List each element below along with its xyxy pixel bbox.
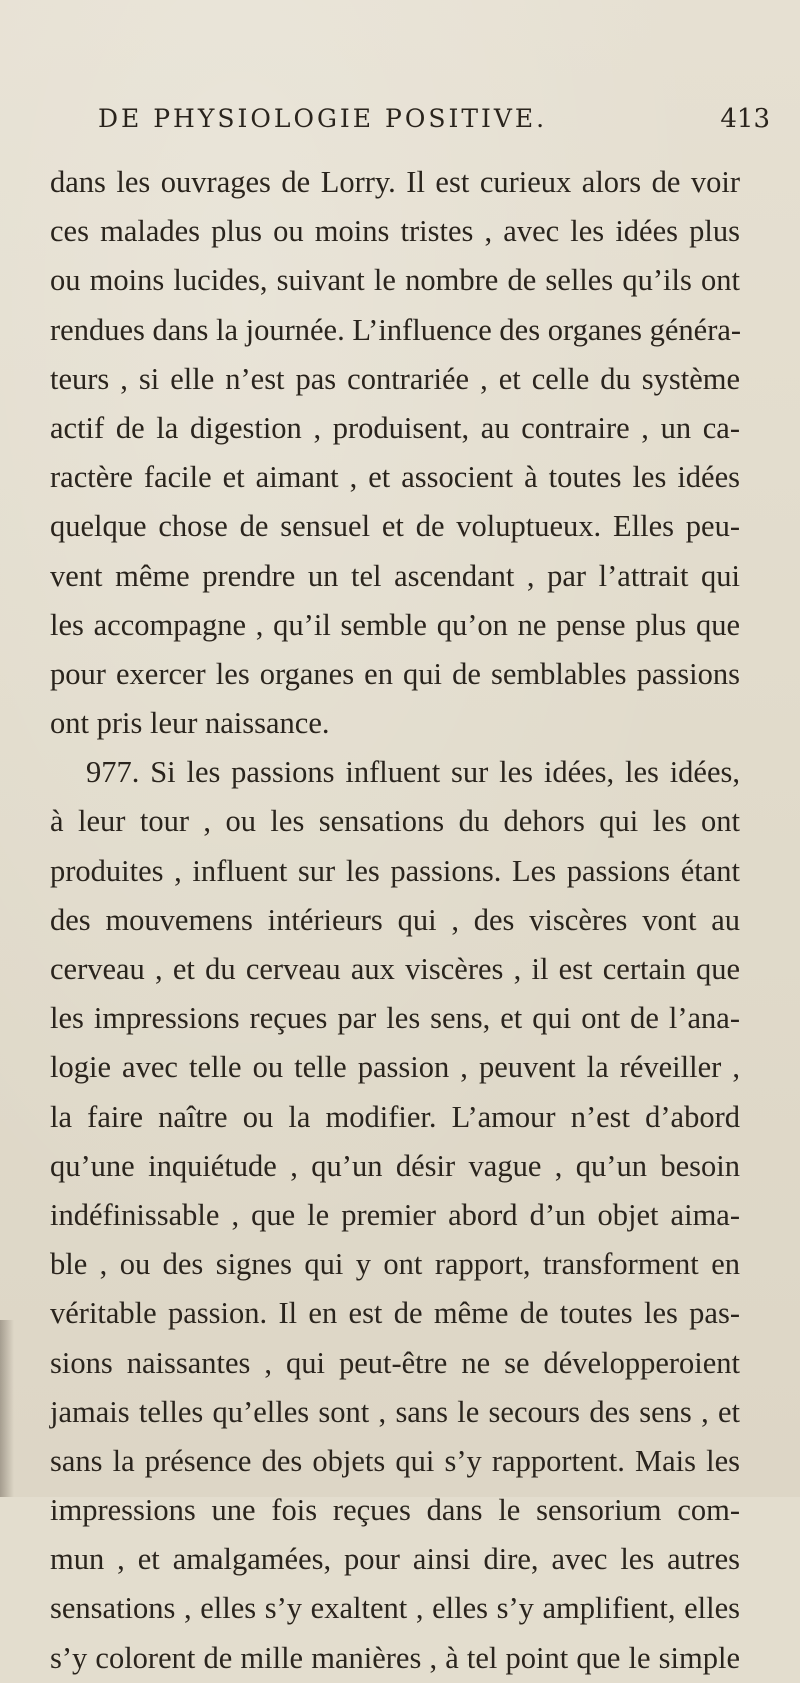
text-line: s’y colorent de mille manières , à tel point que le simple [50,1640,740,1675]
text-line: ble , ou des signes qui y ont rapport, transforment en [50,1247,740,1282]
text-line: sensations , elles s’y exaltent , elles s’y amplifient, elles [50,1591,740,1626]
text-line: ou moins lucides, suivant le nombre de selles qu’ils ont [50,263,740,298]
text-line: qu’une inquiétude , qu’un désir vague , qu’un besoin [50,1148,740,1183]
text-line: véritable passion. Il en est de même de toutes les pas- [50,1296,740,1331]
page-number: 413 [720,104,770,134]
text-line: jamais telles qu’elles sont , sans le secours des sens , et [50,1394,740,1429]
text-line: logie avec telle ou telle passion , peuvent la réveiller , [50,1050,740,1085]
page-edge-shadow [0,1320,14,1497]
text-line: teurs , si elle n’est pas contrariée , et celle du système [50,361,740,396]
running-head: DE PHYSIOLOGIE POSITIVE. [98,104,548,133]
text-line: indéfinissable , que le premier abord d’un objet aima- [50,1197,740,1232]
text-line: les impressions reçues par les sens, et qui ont de l’ana- [50,1001,740,1036]
text-line: ont pris leur naissance. [50,706,330,741]
text-line: actif de la digestion , produisent, au contraire , un ca- [50,410,740,445]
text-line: produites , influent sur les passions. Les passions étant [50,853,740,888]
text-line: pour exercer les organes en qui de semblables passions [50,656,740,691]
text-line: à leur tour , ou les sensations du dehors qui les ont [50,804,740,839]
text-line: les accompagne , qu’il semble qu’on ne pense plus que [50,607,740,642]
text-line: sions naissantes , qui peut-être ne se développeroient [50,1345,740,1380]
text-line: la faire naître ou la modifier. L’amour n’est d’abord [50,1099,740,1134]
body-text [50,158,740,1683]
text-line: dans les ouvrages de Lorry. Il est curieux alors de voir [50,165,740,199]
text-line: des mouvemens intérieurs qui , des viscères vont au [50,902,740,937]
text-line: vent même prendre un tel ascendant , par l’attrait qui [50,558,740,593]
text-line: ractère facile et aimant , et associent à toutes les idées [50,460,740,495]
text-line: impressions une fois reçues dans le sensorium com- [50,1493,740,1528]
text-line: quelque chose de sensuel et de voluptueux. Elles peu- [50,509,740,544]
text-line: sans la présence des objets qui s’y rapportent. Mais les [50,1443,740,1478]
text-line: rendues dans la journée. L’influence des organes généra- [50,312,742,347]
text-line: cerveau , et du cerveau aux viscères , il est certain que [50,952,740,986]
paragraph-start-977: 977. Si les passions influent sur les idées, les idées, [86,755,740,790]
page-header [98,104,770,144]
text-line: mun , et amalgamées, pour ainsi dire, avec les autres [50,1542,740,1577]
text-line: ces malades plus ou moins tristes , avec les idées plus [50,214,740,249]
